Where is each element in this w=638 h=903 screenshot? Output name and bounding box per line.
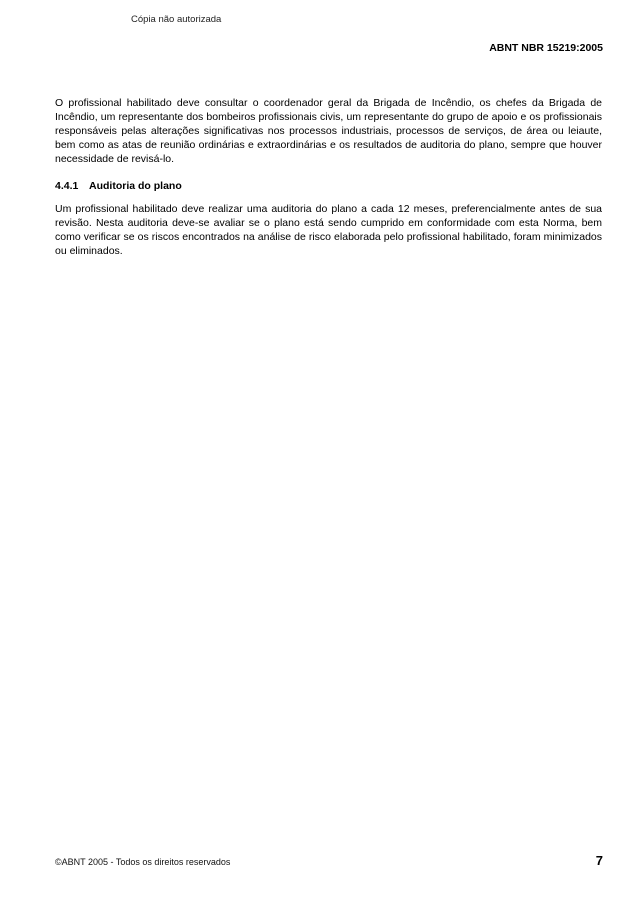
section-title: Auditoria do plano [89,180,182,192]
page-body [55,96,602,258]
paragraph-1: O profissional habilitado deve consultar o coordenador geral da Brigada de Incêndio, os chefes da Brigada de Incêndio, um representante dos bombeiros profissionais civis, um representante do grupo de apoio e os profissionais responsáveis pelas alterações significativas nos processos industriais, processos de serviços, de área ou leiaute, bem como as atas de reunião ordinárias e extraordinárias e os resultados de auditoria do plano, sempre que houver necessidade de revisá-lo. [55,97,602,165]
page-number: 7 [595,853,603,868]
footer-copyright: ©ABNT 2005 - Todos os direitos reservados [55,857,231,867]
watermark-text: Cópia não autorizada [131,14,222,25]
section-heading [55,179,602,193]
section-number: 4.4.1 [55,180,79,192]
standard-code-header: ABNT NBR 15219:2005 [489,42,603,54]
paragraph-2: Um profissional habilitado deve realizar uma auditoria do plano a cada 12 meses, preferencialmente antes de sua revisão. Nesta auditoria deve-se avaliar se o plano está sendo cumprido em conformidade com esta Norma, bem como verificar se os riscos encontrados na análise de risco elaborada pelo profissional habilitado, foram minimizados ou eliminados. [55,203,602,257]
